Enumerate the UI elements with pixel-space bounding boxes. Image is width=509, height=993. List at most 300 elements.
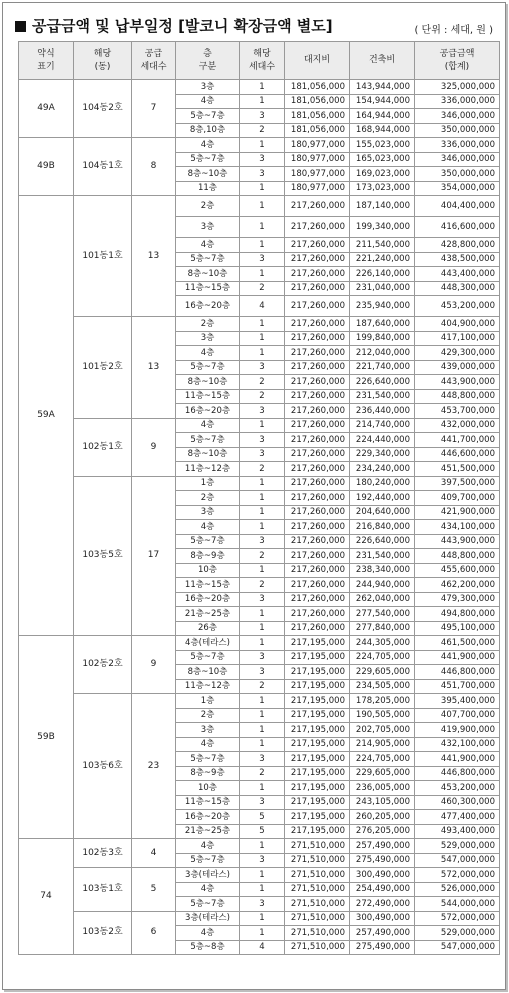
floor-units-cell: 3	[240, 534, 285, 549]
floor-cell: 3층	[176, 505, 240, 520]
floor-units-cell: 1	[240, 267, 285, 282]
floor-units-cell: 1	[240, 418, 285, 433]
floor-cell: 4층	[176, 346, 240, 361]
land-price-cell: 217,260,000	[285, 534, 350, 549]
floor-cell: 5층~7층	[176, 109, 240, 124]
build-price-cell: 211,540,000	[350, 238, 415, 253]
build-price-cell: 229,605,000	[350, 766, 415, 781]
floor-units-cell: 1	[240, 181, 285, 196]
land-price-cell: 217,260,000	[285, 238, 350, 253]
floor-cell: 5층~7층	[176, 752, 240, 767]
floor-units-cell: 1	[240, 911, 285, 926]
header-total: 공급금액 (합계)	[415, 42, 500, 80]
land-price-cell: 217,260,000	[285, 331, 350, 346]
total-price-cell: 441,900,000	[415, 752, 500, 767]
floor-units-cell: 3	[240, 252, 285, 267]
header-land: 대지비	[285, 42, 350, 80]
dong-cell: 102동2호	[74, 636, 132, 694]
floor-units-cell: 4	[240, 940, 285, 955]
dong-cell: 103동1호	[74, 868, 132, 912]
floor-cell: 8층~9층	[176, 549, 240, 564]
floor-units-cell: 3	[240, 404, 285, 419]
land-price-cell: 217,260,000	[285, 317, 350, 332]
floor-units-cell: 1	[240, 882, 285, 897]
land-price-cell: 271,510,000	[285, 839, 350, 854]
land-price-cell: 217,195,000	[285, 824, 350, 839]
type-cell: 74	[19, 839, 74, 955]
floor-cell: 3층	[176, 723, 240, 738]
table-row	[19, 636, 500, 651]
floor-cell: 1층	[176, 694, 240, 709]
total-price-cell: 404,400,000	[415, 196, 500, 217]
floor-units-cell: 3	[240, 650, 285, 665]
land-price-cell: 217,195,000	[285, 650, 350, 665]
floor-units-cell: 1	[240, 94, 285, 109]
table-row	[19, 317, 500, 332]
land-price-cell: 180,977,000	[285, 152, 350, 167]
build-price-cell: 216,840,000	[350, 520, 415, 535]
table-row	[19, 418, 500, 433]
floor-cell: 5층~7층	[176, 853, 240, 868]
floor-cell: 5층~7층	[176, 897, 240, 912]
land-price-cell: 217,260,000	[285, 491, 350, 506]
floor-cell: 4층	[176, 882, 240, 897]
units-cell: 6	[132, 911, 176, 955]
floor-cell: 11층~15층	[176, 389, 240, 404]
total-price-cell: 350,000,000	[415, 167, 500, 182]
floor-units-cell: 1	[240, 238, 285, 253]
header-dong: 해당 (동)	[74, 42, 132, 80]
table-body	[19, 80, 500, 955]
land-price-cell: 217,260,000	[285, 196, 350, 217]
floor-units-cell: 3	[240, 592, 285, 607]
build-price-cell: 192,440,000	[350, 491, 415, 506]
total-price-cell: 462,200,000	[415, 578, 500, 593]
land-price-cell: 271,510,000	[285, 868, 350, 883]
header-row	[19, 42, 500, 80]
units-cell: 23	[132, 694, 176, 839]
floor-cell: 4층	[176, 926, 240, 941]
total-price-cell: 416,600,000	[415, 217, 500, 238]
land-price-cell: 217,195,000	[285, 665, 350, 680]
total-price-cell: 443,900,000	[415, 375, 500, 390]
floor-units-cell: 3	[240, 109, 285, 124]
floor-units-cell: 1	[240, 217, 285, 238]
land-price-cell: 217,260,000	[285, 505, 350, 520]
build-price-cell: 234,240,000	[350, 462, 415, 477]
header-floor-units: 해당 세대수	[240, 42, 285, 80]
floor-units-cell: 1	[240, 138, 285, 153]
floor-cell: 16층~20층	[176, 592, 240, 607]
land-price-cell: 180,977,000	[285, 138, 350, 153]
floor-cell: 5층~7층	[176, 152, 240, 167]
units-cell: 5	[132, 868, 176, 912]
land-price-cell: 217,260,000	[285, 418, 350, 433]
floor-cell: 11층~12층	[176, 679, 240, 694]
header-floor: 층 구분	[176, 42, 240, 80]
floor-cell: 8층~10층	[176, 665, 240, 680]
dong-cell: 103동2호	[74, 911, 132, 955]
floor-units-cell: 1	[240, 839, 285, 854]
build-price-cell: 169,023,000	[350, 167, 415, 182]
dong-cell: 101동1호	[74, 196, 132, 317]
total-price-cell: 354,000,000	[415, 181, 500, 196]
floor-units-cell: 3	[240, 433, 285, 448]
floor-units-cell: 1	[240, 621, 285, 636]
floor-units-cell: 1	[240, 868, 285, 883]
total-price-cell: 526,000,000	[415, 882, 500, 897]
floor-cell: 2층	[176, 317, 240, 332]
land-price-cell: 217,260,000	[285, 296, 350, 317]
dong-cell: 103동6호	[74, 694, 132, 839]
total-price-cell: 479,300,000	[415, 592, 500, 607]
build-price-cell: 224,440,000	[350, 433, 415, 448]
land-price-cell: 217,260,000	[285, 281, 350, 296]
total-price-cell: 493,400,000	[415, 824, 500, 839]
land-price-cell: 181,056,000	[285, 80, 350, 95]
land-price-cell: 217,260,000	[285, 476, 350, 491]
floor-cell: 8층~10층	[176, 167, 240, 182]
total-price-cell: 404,900,000	[415, 317, 500, 332]
floor-units-cell: 2	[240, 679, 285, 694]
build-price-cell: 277,540,000	[350, 607, 415, 622]
land-price-cell: 217,260,000	[285, 404, 350, 419]
total-price-cell: 434,100,000	[415, 520, 500, 535]
floor-units-cell: 1	[240, 331, 285, 346]
land-price-cell: 271,510,000	[285, 940, 350, 955]
build-price-cell: 231,040,000	[350, 281, 415, 296]
floor-units-cell: 1	[240, 520, 285, 535]
floor-cell: 8층~10층	[176, 267, 240, 282]
floor-cell: 5층~7층	[176, 650, 240, 665]
land-price-cell: 180,977,000	[285, 167, 350, 182]
floor-units-cell: 3	[240, 447, 285, 462]
floor-units-cell: 1	[240, 708, 285, 723]
units-cell: 8	[132, 138, 176, 196]
floor-units-cell: 3	[240, 360, 285, 375]
floor-units-cell: 2	[240, 281, 285, 296]
total-price-cell: 446,800,000	[415, 766, 500, 781]
total-price-cell: 346,000,000	[415, 109, 500, 124]
floor-units-cell: 3	[240, 795, 285, 810]
land-price-cell: 217,195,000	[285, 781, 350, 796]
floor-cell: 4층	[176, 138, 240, 153]
total-price-cell: 451,700,000	[415, 679, 500, 694]
total-price-cell: 544,000,000	[415, 897, 500, 912]
build-price-cell: 178,205,000	[350, 694, 415, 709]
floor-units-cell: 3	[240, 665, 285, 680]
build-price-cell: 168,944,000	[350, 123, 415, 138]
floor-cell: 2층	[176, 491, 240, 506]
build-price-cell: 155,023,000	[350, 138, 415, 153]
floor-units-cell: 1	[240, 694, 285, 709]
units-cell: 4	[132, 839, 176, 868]
total-price-cell: 346,000,000	[415, 152, 500, 167]
dong-cell: 102동3호	[74, 839, 132, 868]
land-price-cell: 181,056,000	[285, 109, 350, 124]
floor-units-cell: 2	[240, 123, 285, 138]
land-price-cell: 217,195,000	[285, 810, 350, 825]
total-price-cell: 325,000,000	[415, 80, 500, 95]
total-price-cell: 446,600,000	[415, 447, 500, 462]
build-price-cell: 257,490,000	[350, 926, 415, 941]
floor-cell: 4층	[176, 238, 240, 253]
build-price-cell: 235,940,000	[350, 296, 415, 317]
floor-units-cell: 1	[240, 196, 285, 217]
floor-cell: 11층~15층	[176, 281, 240, 296]
land-price-cell: 217,260,000	[285, 433, 350, 448]
floor-cell: 8층~9층	[176, 766, 240, 781]
total-price-cell: 417,100,000	[415, 331, 500, 346]
floor-units-cell: 3	[240, 752, 285, 767]
total-price-cell: 547,000,000	[415, 853, 500, 868]
dong-cell: 101동2호	[74, 317, 132, 419]
total-price-cell: 421,900,000	[415, 505, 500, 520]
units-cell: 9	[132, 636, 176, 694]
total-price-cell: 432,100,000	[415, 737, 500, 752]
build-price-cell: 238,340,000	[350, 563, 415, 578]
floor-cell: 16층~20층	[176, 404, 240, 419]
table-row	[19, 868, 500, 883]
floor-cell: 5층~8층	[176, 940, 240, 955]
land-price-cell: 271,510,000	[285, 911, 350, 926]
land-price-cell: 217,260,000	[285, 592, 350, 607]
land-price-cell: 217,260,000	[285, 346, 350, 361]
floor-cell: 3층(테라스)	[176, 868, 240, 883]
total-price-cell: 439,000,000	[415, 360, 500, 375]
floor-cell: 4층	[176, 418, 240, 433]
land-price-cell: 181,056,000	[285, 123, 350, 138]
floor-units-cell: 1	[240, 723, 285, 738]
build-price-cell: 190,505,000	[350, 708, 415, 723]
build-price-cell: 187,640,000	[350, 317, 415, 332]
table-row	[19, 694, 500, 709]
land-price-cell: 217,195,000	[285, 752, 350, 767]
build-price-cell: 300,490,000	[350, 911, 415, 926]
units-cell: 17	[132, 476, 176, 636]
land-price-cell: 217,195,000	[285, 708, 350, 723]
build-price-cell: 199,840,000	[350, 331, 415, 346]
floor-units-cell: 3	[240, 152, 285, 167]
total-price-cell: 443,400,000	[415, 267, 500, 282]
land-price-cell: 271,510,000	[285, 926, 350, 941]
build-price-cell: 229,340,000	[350, 447, 415, 462]
units-cell: 9	[132, 418, 176, 476]
land-price-cell: 217,195,000	[285, 737, 350, 752]
total-price-cell: 453,200,000	[415, 296, 500, 317]
build-price-cell: 226,140,000	[350, 267, 415, 282]
floor-cell: 2층	[176, 196, 240, 217]
total-price-cell: 451,500,000	[415, 462, 500, 477]
build-price-cell: 229,605,000	[350, 665, 415, 680]
floor-units-cell: 1	[240, 737, 285, 752]
floor-cell: 16층~20층	[176, 810, 240, 825]
floor-units-cell: 1	[240, 80, 285, 95]
floor-units-cell: 1	[240, 607, 285, 622]
floor-units-cell: 1	[240, 636, 285, 651]
build-price-cell: 244,305,000	[350, 636, 415, 651]
floor-cell: 8층~10층	[176, 375, 240, 390]
floor-cell: 3층	[176, 217, 240, 238]
total-price-cell: 494,800,000	[415, 607, 500, 622]
land-price-cell: 217,260,000	[285, 549, 350, 564]
build-price-cell: 204,640,000	[350, 505, 415, 520]
floor-units-cell: 1	[240, 317, 285, 332]
land-price-cell: 217,260,000	[285, 389, 350, 404]
land-price-cell: 217,260,000	[285, 217, 350, 238]
total-price-cell: 461,500,000	[415, 636, 500, 651]
unit-note: ( 단위 : 세대, 원 )	[414, 25, 493, 36]
build-price-cell: 202,705,000	[350, 723, 415, 738]
floor-cell: 3층	[176, 331, 240, 346]
total-price-cell: 455,600,000	[415, 563, 500, 578]
total-price-cell: 529,000,000	[415, 839, 500, 854]
floor-cell: 1층	[176, 476, 240, 491]
type-cell: 49A	[19, 80, 74, 138]
table-row	[19, 138, 500, 153]
land-price-cell: 271,510,000	[285, 897, 350, 912]
table-row	[19, 911, 500, 926]
floor-cell: 5층~7층	[176, 534, 240, 549]
land-price-cell: 217,260,000	[285, 462, 350, 477]
build-price-cell: 165,023,000	[350, 152, 415, 167]
floor-cell: 4층	[176, 839, 240, 854]
floor-cell: 4층	[176, 737, 240, 752]
total-price-cell: 419,900,000	[415, 723, 500, 738]
total-price-cell: 395,400,000	[415, 694, 500, 709]
floor-units-cell: 2	[240, 766, 285, 781]
total-price-cell: 529,000,000	[415, 926, 500, 941]
table-row	[19, 839, 500, 854]
total-price-cell: 336,000,000	[415, 138, 500, 153]
build-price-cell: 262,040,000	[350, 592, 415, 607]
units-cell: 13	[132, 196, 176, 317]
floor-units-cell: 2	[240, 375, 285, 390]
build-price-cell: 260,205,000	[350, 810, 415, 825]
floor-units-cell: 2	[240, 549, 285, 564]
build-price-cell: 276,205,000	[350, 824, 415, 839]
page-title	[15, 15, 333, 36]
build-price-cell: 226,640,000	[350, 534, 415, 549]
land-price-cell: 217,260,000	[285, 267, 350, 282]
build-price-cell: 224,705,000	[350, 650, 415, 665]
build-price-cell: 214,740,000	[350, 418, 415, 433]
title-text: 공급금액 및 납부일정 [발코니 확장금액 별도]	[32, 17, 333, 35]
floor-cell: 3층(테라스)	[176, 911, 240, 926]
build-price-cell: 243,105,000	[350, 795, 415, 810]
build-price-cell: 277,840,000	[350, 621, 415, 636]
header-type: 약식 표기	[19, 42, 74, 80]
land-price-cell: 271,510,000	[285, 853, 350, 868]
floor-cell: 8층~10층	[176, 447, 240, 462]
land-price-cell: 217,195,000	[285, 723, 350, 738]
build-price-cell: 257,490,000	[350, 839, 415, 854]
type-cell: 59B	[19, 636, 74, 839]
land-price-cell: 181,056,000	[285, 94, 350, 109]
total-price-cell: 432,000,000	[415, 418, 500, 433]
total-price-cell: 448,800,000	[415, 389, 500, 404]
table-row	[19, 196, 500, 217]
build-price-cell: 214,905,000	[350, 737, 415, 752]
type-cell: 49B	[19, 138, 74, 196]
floor-units-cell: 1	[240, 491, 285, 506]
land-price-cell: 217,260,000	[285, 360, 350, 375]
land-price-cell: 217,260,000	[285, 621, 350, 636]
floor-cell: 8층,10층	[176, 123, 240, 138]
land-price-cell: 217,195,000	[285, 795, 350, 810]
floor-cell: 16층~20층	[176, 296, 240, 317]
floor-cell: 10층	[176, 563, 240, 578]
land-price-cell: 271,510,000	[285, 882, 350, 897]
floor-units-cell: 1	[240, 346, 285, 361]
square-bullet-icon	[15, 21, 26, 32]
build-price-cell: 234,505,000	[350, 679, 415, 694]
land-price-cell: 217,195,000	[285, 679, 350, 694]
floor-cell: 4층	[176, 94, 240, 109]
floor-units-cell: 2	[240, 578, 285, 593]
floor-units-cell: 1	[240, 781, 285, 796]
build-price-cell: 244,940,000	[350, 578, 415, 593]
floor-cell: 4층	[176, 520, 240, 535]
floor-units-cell: 5	[240, 824, 285, 839]
land-price-cell: 217,260,000	[285, 563, 350, 578]
land-price-cell: 217,260,000	[285, 578, 350, 593]
total-price-cell: 428,800,000	[415, 238, 500, 253]
floor-units-cell: 2	[240, 462, 285, 477]
total-price-cell: 477,400,000	[415, 810, 500, 825]
dong-cell: 104동1호	[74, 138, 132, 196]
build-price-cell: 236,005,000	[350, 781, 415, 796]
floor-units-cell: 1	[240, 476, 285, 491]
type-cell: 59A	[19, 196, 74, 636]
land-price-cell: 217,260,000	[285, 252, 350, 267]
build-price-cell: 143,944,000	[350, 80, 415, 95]
header-build: 건축비	[350, 42, 415, 80]
table-row	[19, 476, 500, 491]
build-price-cell: 275,490,000	[350, 940, 415, 955]
land-price-cell: 217,195,000	[285, 694, 350, 709]
total-price-cell: 350,000,000	[415, 123, 500, 138]
floor-cell: 11층~15층	[176, 578, 240, 593]
total-price-cell: 446,800,000	[415, 665, 500, 680]
floor-cell: 3층	[176, 80, 240, 95]
floor-cell: 11층~15층	[176, 795, 240, 810]
total-price-cell: 453,700,000	[415, 404, 500, 419]
total-price-cell: 453,200,000	[415, 781, 500, 796]
floor-cell: 26층	[176, 621, 240, 636]
total-price-cell: 397,500,000	[415, 476, 500, 491]
header-units: 공급 세대수	[132, 42, 176, 80]
build-price-cell: 224,705,000	[350, 752, 415, 767]
total-price-cell: 441,900,000	[415, 650, 500, 665]
land-price-cell: 180,977,000	[285, 181, 350, 196]
total-price-cell: 407,700,000	[415, 708, 500, 723]
build-price-cell: 275,490,000	[350, 853, 415, 868]
floor-cell: 4층(테라스)	[176, 636, 240, 651]
build-price-cell: 154,944,000	[350, 94, 415, 109]
total-price-cell: 429,300,000	[415, 346, 500, 361]
total-price-cell: 336,000,000	[415, 94, 500, 109]
build-price-cell: 221,740,000	[350, 360, 415, 375]
land-price-cell: 217,260,000	[285, 520, 350, 535]
floor-units-cell: 5	[240, 810, 285, 825]
total-price-cell: 409,700,000	[415, 491, 500, 506]
land-price-cell: 217,260,000	[285, 375, 350, 390]
floor-units-cell: 4	[240, 296, 285, 317]
dong-cell: 103동5호	[74, 476, 132, 636]
total-price-cell: 460,300,000	[415, 795, 500, 810]
total-price-cell: 572,000,000	[415, 911, 500, 926]
